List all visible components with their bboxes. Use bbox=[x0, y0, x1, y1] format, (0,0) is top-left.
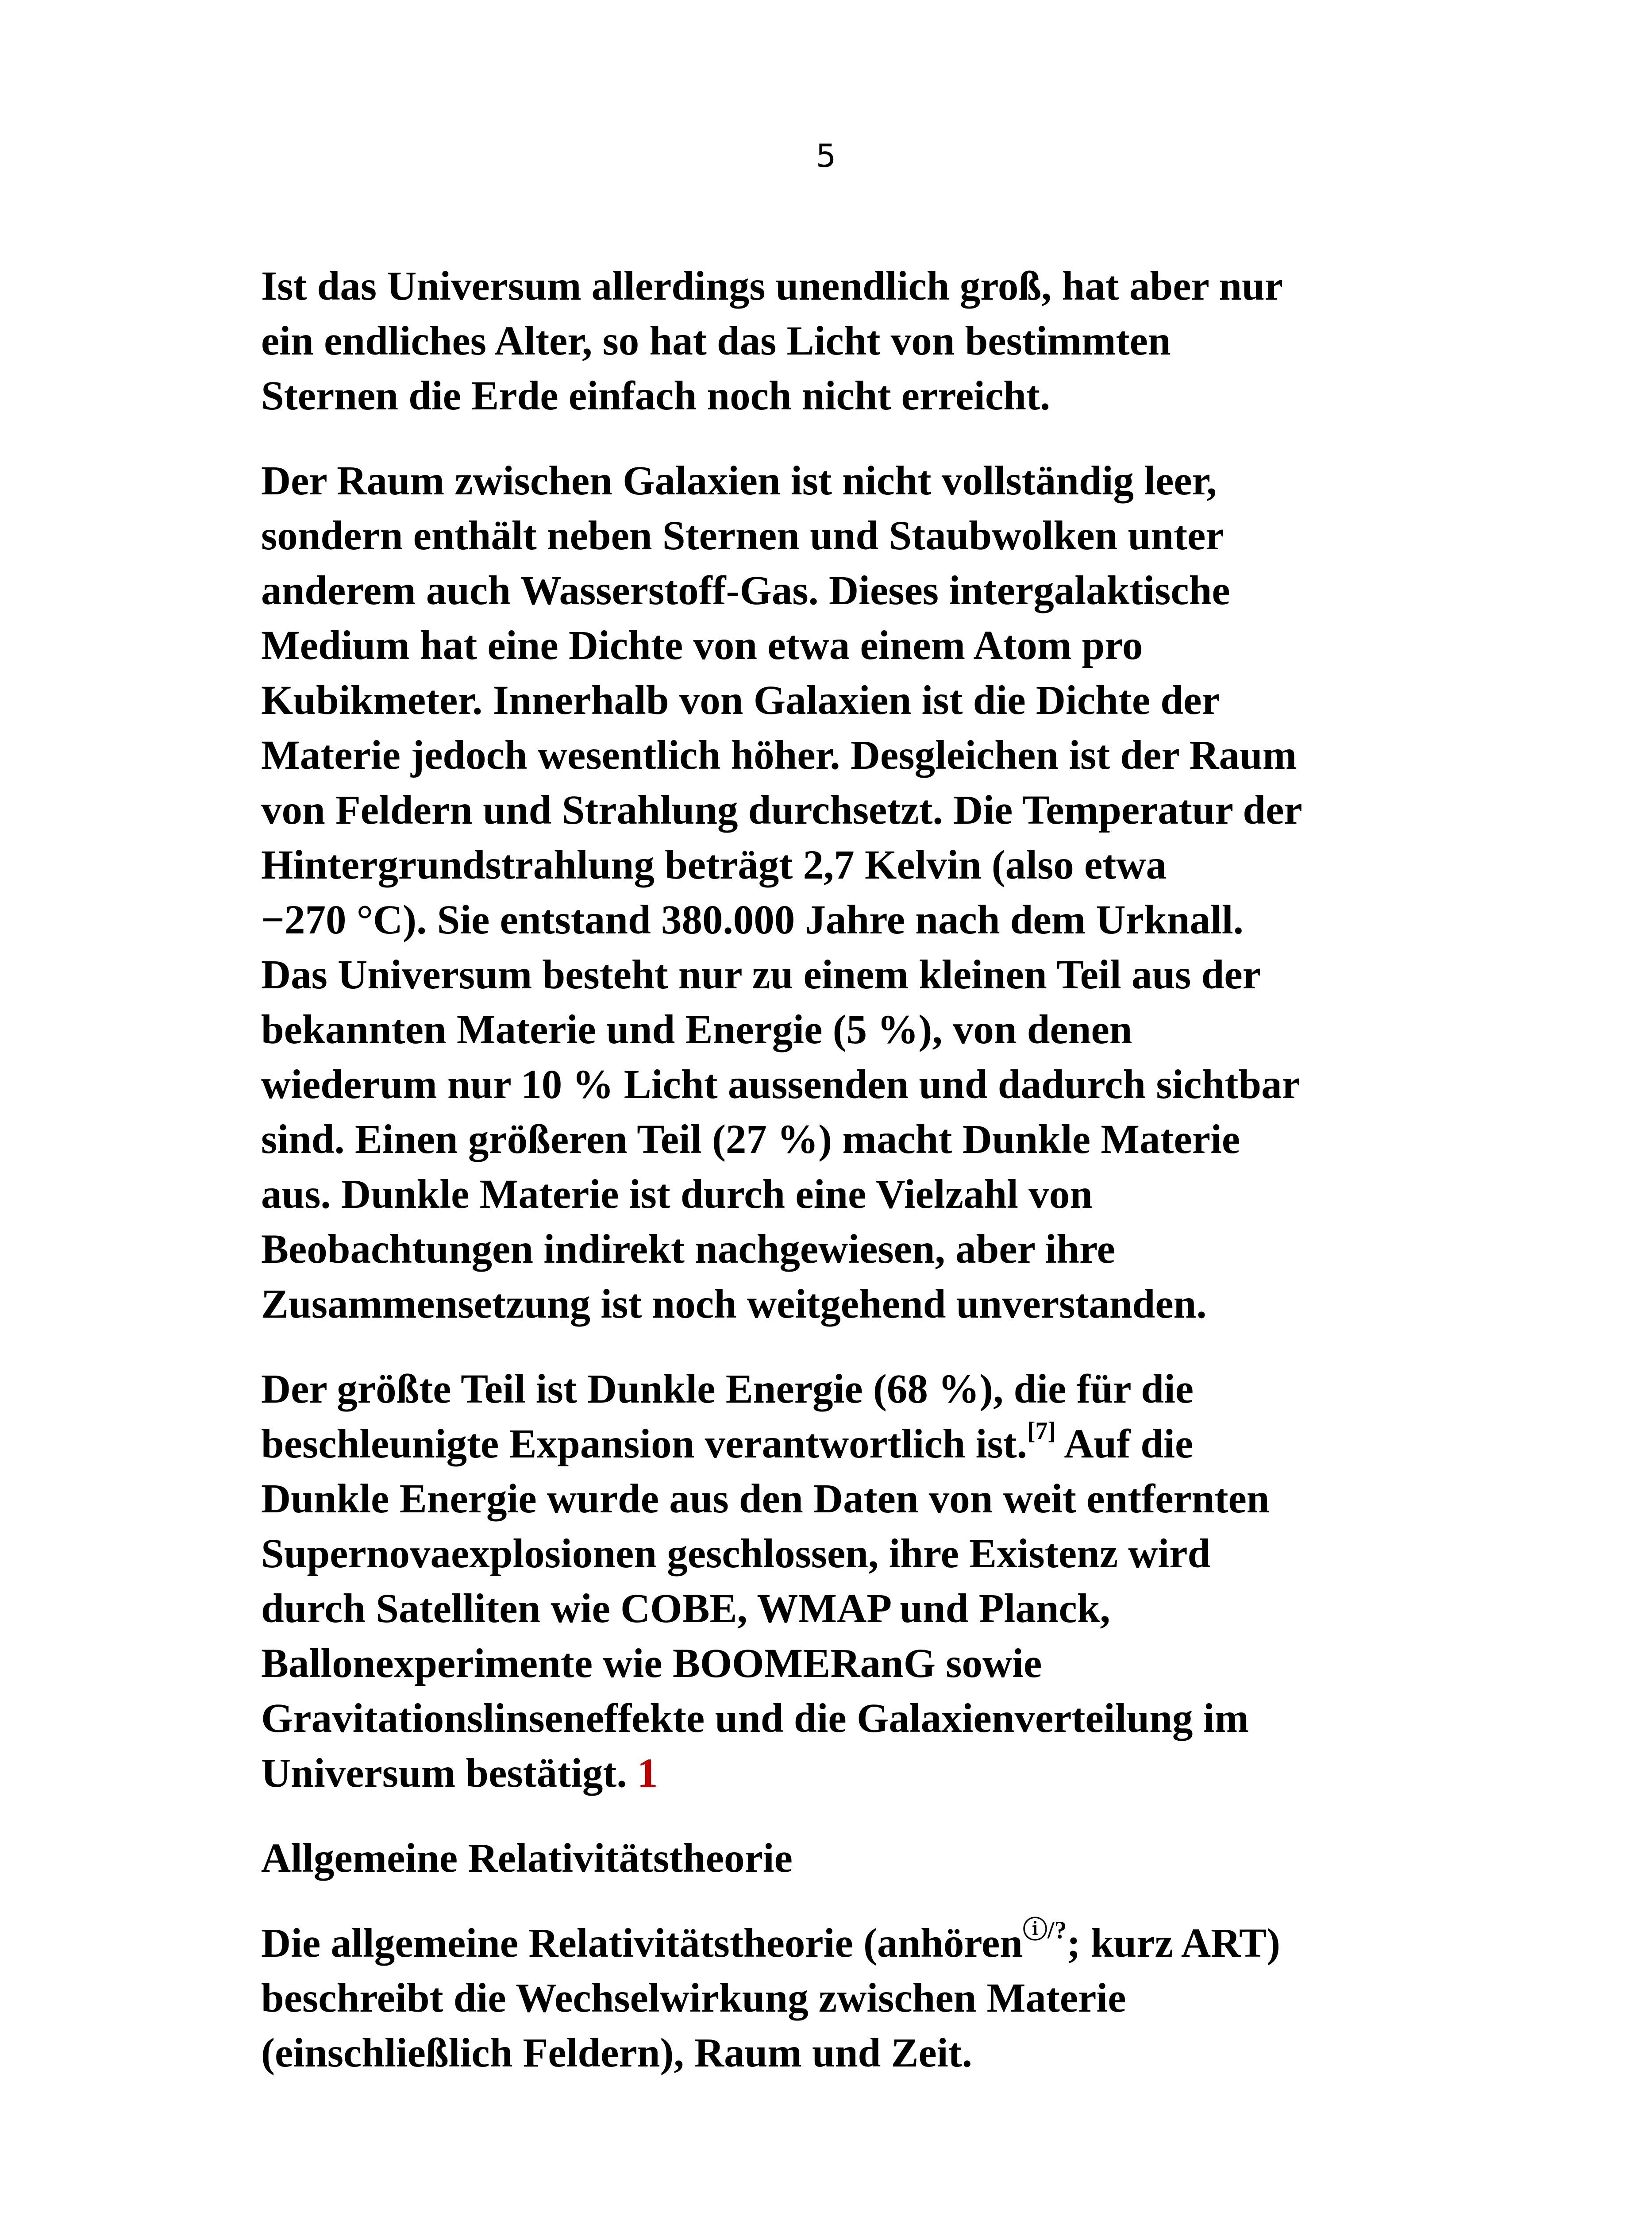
text-line: anderem auch Wasserstoff-Gas. Dieses intergalaktische bbox=[261, 568, 1230, 613]
text-line: Hintergrundstrahlung beträgt 2,7 Kelvin (also etwa bbox=[261, 842, 1167, 888]
text-segment: Universum bestätigt. bbox=[261, 1750, 637, 1796]
text-segment: beschleunigte Expansion verantwortlich ist. bbox=[261, 1421, 1027, 1467]
text-segment: ; kurz ART) bbox=[1067, 1920, 1280, 1966]
paragraph-dark-energy bbox=[261, 1362, 1412, 1801]
text-line: sind. Einen größeren Teil (27 %) macht Dunkle Materie bbox=[261, 1117, 1240, 1162]
text-line: Gravitationslinseneffekte und die Galaxienverteilung im bbox=[261, 1696, 1249, 1741]
text-line: wiederum nur 10 % Licht aussenden und dadurch sichtbar bbox=[261, 1062, 1300, 1107]
text-line: von Feldern und Strahlung durchsetzt. Die Temperatur der bbox=[261, 787, 1302, 833]
text-line: ein endliches Alter, so hat das Licht von bestimmten bbox=[261, 318, 1171, 364]
text-line: beschreibt die Wechselwirkung zwischen Materie bbox=[261, 1975, 1126, 2021]
text-line: Beobachtungen indirekt nachgewiesen, aber ihre bbox=[261, 1226, 1115, 1272]
text-line: (einschließlich Feldern), Raum und Zeit. bbox=[261, 2030, 972, 2076]
text-line: −270 °C). Sie entstand 380.000 Jahre nach dem Urknall. bbox=[261, 897, 1244, 943]
text-line: Zusammensetzung ist noch weitgehend unverstanden. bbox=[261, 1281, 1207, 1327]
text-line: Materie jedoch wesentlich höher. Desgleichen ist der Raum bbox=[261, 733, 1297, 778]
text-line: Das Universum besteht nur zu einem kleinen Teil aus der bbox=[261, 952, 1261, 998]
text-line: Ist das Universum allerdings unendlich groß, hat aber nur bbox=[261, 263, 1283, 309]
citation-link-7[interactable]: [7] bbox=[1027, 1417, 1056, 1445]
text-line: Ballonexperimente wie BOOMERanG sowie bbox=[261, 1641, 1042, 1686]
text-line: Kubikmeter. Innerhalb von Galaxien ist die Dichte der bbox=[261, 678, 1220, 723]
text-line: sondern enthält neben Sternen und Staubwolken unter bbox=[261, 513, 1224, 559]
footnote-mark[interactable]: 1 bbox=[637, 1750, 658, 1796]
text-segment: Die allgemeine Relativitätstheorie (anhören bbox=[261, 1920, 1023, 1966]
text-segment: Auf die bbox=[1056, 1421, 1194, 1467]
text-line: Dunkle Energie wurde aus den Daten von weit entfernten bbox=[261, 1476, 1270, 1522]
document-body bbox=[261, 259, 1412, 2111]
text-line bbox=[261, 1417, 1412, 1472]
text-line: Medium hat eine Dichte von etwa einem Atom pro bbox=[261, 623, 1143, 668]
text-line: Der größte Teil ist Dunkle Energie (68 %), die für die bbox=[261, 1366, 1194, 1412]
text-line: durch Satelliten wie COBE, WMAP und Planck, bbox=[261, 1586, 1110, 1631]
text-line bbox=[261, 1746, 1412, 1801]
text-line: Sternen die Erde einfach noch nicht erreicht. bbox=[261, 373, 1051, 419]
paragraph-intergalactic-medium bbox=[261, 454, 1412, 1332]
text-line: aus. Dunkle Materie ist durch eine Vielzahl von bbox=[261, 1172, 1093, 1217]
text-line: Der Raum zwischen Galaxien ist nicht vollständig leer, bbox=[261, 458, 1217, 504]
text-line: bekannten Materie und Energie (5 %), von denen bbox=[261, 1007, 1132, 1053]
paragraph-infinite-universe bbox=[261, 259, 1412, 424]
paragraph-general-relativity bbox=[261, 1916, 1412, 2081]
page-number: 5 bbox=[816, 137, 836, 174]
audio-info-icon[interactable]: ⓘ/? bbox=[1023, 1916, 1067, 1944]
text-line bbox=[261, 1916, 1412, 1971]
section-heading: Allgemeine Relativitätstheorie bbox=[261, 1835, 793, 1881]
text-line: Supernovaexplosionen geschlossen, ihre Existenz wird bbox=[261, 1531, 1211, 1577]
